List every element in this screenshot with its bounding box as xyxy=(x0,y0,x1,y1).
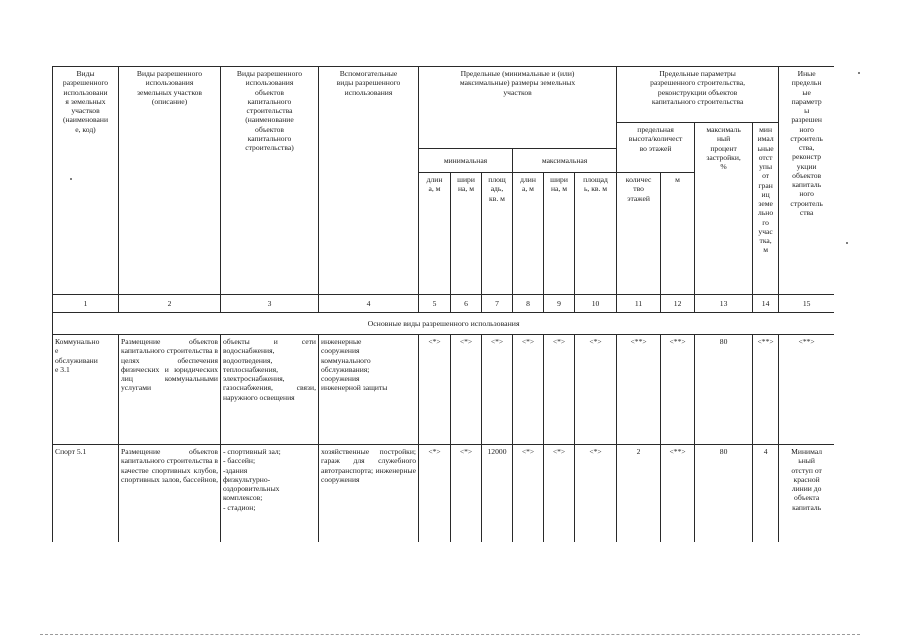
column-number-row xyxy=(53,295,835,313)
column-number: 1 xyxy=(53,295,119,313)
page-bottom-rule xyxy=(40,634,860,636)
header-minimum: минимальная xyxy=(419,149,513,173)
max-width-cell: <*> xyxy=(544,335,575,445)
max-area-cell: <*> xyxy=(575,445,617,543)
floor-count-cell: <**> xyxy=(617,335,661,445)
column-number: 10 xyxy=(575,295,617,313)
section-row xyxy=(53,313,835,335)
min-area-cell: 12000 xyxy=(482,445,513,543)
column-number: 9 xyxy=(544,295,575,313)
column-number: 15 xyxy=(779,295,834,313)
column-number: 5 xyxy=(419,295,451,313)
max-length-cell: <*> xyxy=(513,335,544,445)
header-max-length: длин а, м xyxy=(513,173,544,295)
coverage-cell: 80 xyxy=(695,445,753,543)
construction-objects-cell: - спортивный зал; - бассейн; -здания физкультурно- оздоровительных комплексов; - стадион; xyxy=(221,445,319,543)
header-auxiliary-uses: Вспомогательные виды разрешенного использования xyxy=(319,67,419,295)
other-parameters-cell: <**> xyxy=(779,335,834,445)
column-number: 13 xyxy=(695,295,753,313)
header-floor-count: количес тво этажей xyxy=(617,173,661,295)
zoning-table-page xyxy=(52,66,834,542)
column-number: 7 xyxy=(482,295,513,313)
header-max-coverage: максималь ный процент застройки, % xyxy=(695,123,753,295)
header-min-length: длин а, м xyxy=(419,173,451,295)
use-description-cell: Размещение объектов капитального строительства в целях обеспечения физических и юридических лиц коммунальными услугами xyxy=(119,335,221,445)
table-row xyxy=(53,445,835,543)
min-length-cell: <*> xyxy=(419,335,451,445)
use-description-cell: Размещение объектов капитального строительства в качестве спортивных клубов, спортивных залов, бассейнов, xyxy=(119,445,221,543)
construction-objects-cell: объекты и сети водоснабжения, водоотведения, теплоснабжения, электроснабжения, газоснабжения, связи, наружного освещения xyxy=(221,335,319,445)
column-number: 11 xyxy=(617,295,661,313)
zoning-parameters-table xyxy=(52,66,834,542)
header-min-width: шири на, м xyxy=(451,173,482,295)
column-number: 14 xyxy=(753,295,779,313)
header-permitted-use-description: Виды разрешенного использования земельных участков (описание) xyxy=(119,67,221,295)
scan-speck xyxy=(858,72,860,74)
column-number: 3 xyxy=(221,295,319,313)
use-name-cell: Спорт 5.1 xyxy=(53,445,119,543)
header-min-area: площ адь, кв. м xyxy=(482,173,513,295)
setback-cell: <**> xyxy=(753,335,779,445)
header-height-m: м xyxy=(661,173,695,295)
floor-count-cell: 2 xyxy=(617,445,661,543)
header-max-height-floors: предельная высота/количест во этажей xyxy=(617,123,695,173)
height-cell: <**> xyxy=(661,335,695,445)
max-width-cell: <*> xyxy=(544,445,575,543)
column-number: 8 xyxy=(513,295,544,313)
column-number: 2 xyxy=(119,295,221,313)
section-title: Основные виды разрешенного использования xyxy=(53,313,835,335)
table-row xyxy=(53,335,835,445)
header-construction-parameters: Предельные параметры разрешенного строительства, реконструкции объектов капитального строительства xyxy=(617,67,779,123)
header-permitted-use-name: Виды разрешенного использовани я земельных участков (наименовани е, код) xyxy=(53,67,119,295)
header-max-area: площад ь, кв. м xyxy=(575,173,617,295)
auxiliary-uses-cell: инженерные сооружения коммунального обслуживания; сооружения инженерной защиты xyxy=(319,335,419,445)
height-cell: <**> xyxy=(661,445,695,543)
column-number: 4 xyxy=(319,295,419,313)
header-max-width: шири на, м xyxy=(544,173,575,295)
scan-speck xyxy=(846,242,848,244)
column-number: 12 xyxy=(661,295,695,313)
max-length-cell: <*> xyxy=(513,445,544,543)
header-construction-objects: Виды разрешенного использования объектов капитального строительства (наименование объектов капитального строительства) xyxy=(221,67,319,295)
column-number: 6 xyxy=(451,295,482,313)
header-row-1 xyxy=(53,67,835,123)
scan-speck xyxy=(70,178,72,180)
coverage-cell: 80 xyxy=(695,335,753,445)
header-min-setbacks: мин имал ьные отст упы от гран иц земе льно го учас тка, м xyxy=(753,123,779,295)
header-plot-size-limits: Предельные (минимальные и (или) максимальные) размеры земельных участков xyxy=(419,67,617,149)
header-maximum: максимальная xyxy=(513,149,617,173)
header-other-parameters: Иные предельн ые параметр ы разрешен ного строитель ства, реконстр укции объектов капиталь ного строитель ства xyxy=(779,67,834,295)
min-width-cell: <*> xyxy=(451,335,482,445)
min-area-cell: <*> xyxy=(482,335,513,445)
auxiliary-uses-cell: хозяйственные постройки; гараж для служебного автотранспорта; инженерные сооружения xyxy=(319,445,419,543)
min-length-cell: <*> xyxy=(419,445,451,543)
use-name-cell: Коммунально е обслуживани е 3.1 xyxy=(53,335,119,445)
other-parameters-cell: Минимал ьный отступ от красной линии до объекта капиталь xyxy=(779,445,834,543)
max-area-cell: <*> xyxy=(575,335,617,445)
min-width-cell: <*> xyxy=(451,445,482,543)
setback-cell: 4 xyxy=(753,445,779,543)
